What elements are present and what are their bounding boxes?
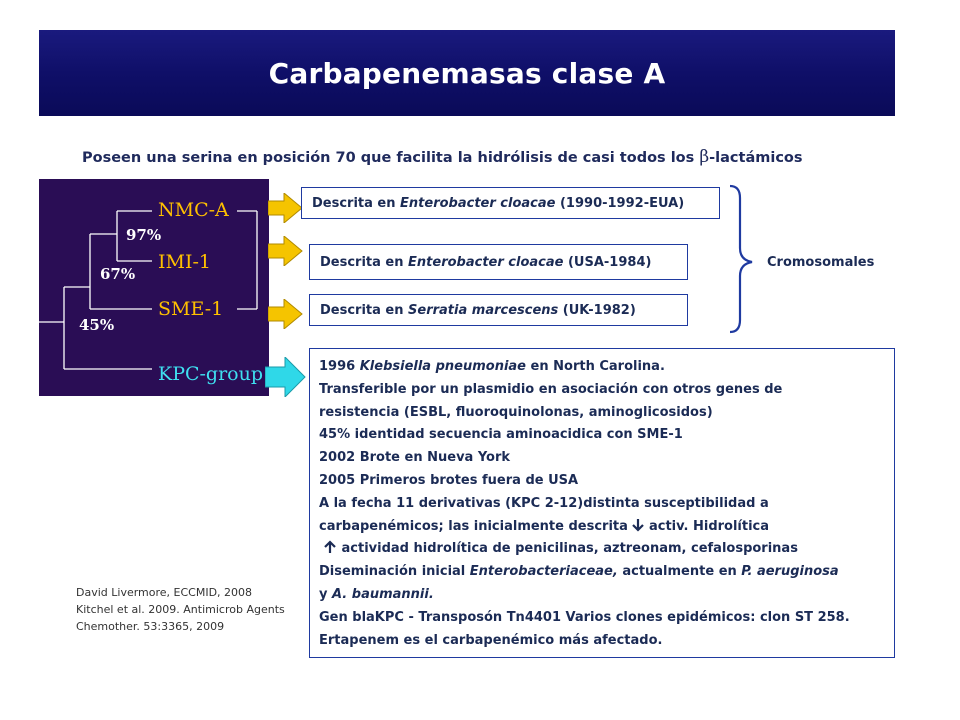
subtitle-text: Poseen una serina en posición 70 que facilita la hidrólisis de casi todos los: [82, 150, 700, 166]
tree-label-imi-1: IMI-1: [158, 251, 211, 273]
tree-label-nmc-a: NMC-A: [158, 199, 229, 221]
curly-brace-icon: [724, 184, 760, 334]
reference-line: Chemother. 53:3365, 2009: [76, 620, 225, 633]
kpc-line: 2005 Primeros brotes fuera de USA: [319, 472, 579, 488]
kpc-organism: Klebsiella pneumoniae: [359, 359, 527, 374]
arrow-down-icon: [632, 518, 644, 532]
kpc-line: Transferible por un plasmidio en asociación con otros genes de: [319, 381, 783, 397]
arrow-right-icon: [268, 299, 304, 329]
kpc-line: [319, 561, 885, 584]
kpc-line: 45% identidad secuencia aminoacidica con SME-1: [319, 427, 683, 443]
kpc-organism: Enterobacteriaceae,: [469, 564, 618, 580]
kpc-line: resistencia (ESBL, fluoroquinolonas, aminoglicosidos): [319, 404, 713, 420]
kpc-line: 2002 Brote en Nueva York: [319, 450, 511, 466]
arrow-right-icon: [268, 236, 304, 266]
references: [76, 584, 285, 635]
arrow-right-icon: [268, 193, 304, 223]
kpc-line: A la fecha 11 derivativas (KPC 2-12)distinta susceptibilidad a: [319, 495, 769, 511]
percent-67: 67%: [100, 265, 136, 283]
box-suffix: (UK-1982): [558, 303, 636, 318]
beta-symbol: β: [699, 147, 710, 167]
box-prefix: Descrita en: [320, 303, 409, 318]
box-prefix: Descrita en: [312, 196, 401, 211]
cromosomales-label: Cromosomales: [767, 255, 875, 270]
tree-label-kpc-group: KPC-group: [158, 363, 264, 385]
phylogenetic-tree: [39, 179, 269, 396]
kpc-text: en North Carolina.: [526, 359, 665, 374]
kpc-text: actualmente en: [617, 564, 742, 580]
page-title: Carbapenemasas clase A: [268, 56, 666, 90]
kpc-text: activ. Hidrolítica: [644, 518, 770, 534]
box-organism: Enterobacter cloacae: [400, 196, 556, 211]
percent-97: 97%: [126, 226, 162, 244]
arrow-right-icon: [265, 357, 307, 397]
kpc-line: [319, 356, 885, 379]
reference-line: Kitchel et al. 2009. Antimicrob Agents: [76, 603, 285, 616]
subtitle-suffix: -lactámicos: [709, 150, 803, 166]
kpc-text: Diseminación inicial: [319, 564, 470, 580]
description-box-nmc-a: [301, 187, 720, 219]
kpc-line: [319, 584, 885, 607]
kpc-line: [319, 538, 885, 561]
description-box-imi-1: [309, 244, 688, 280]
box-organism: Enterobacter cloacae: [408, 255, 564, 270]
kpc-text: 1996: [319, 359, 360, 374]
percent-45: 45%: [79, 316, 115, 334]
kpc-organism: P. aeruginosa: [741, 564, 839, 580]
box-organism: Serratia marcescens: [408, 303, 559, 318]
kpc-line: Ertapenem es el carbapenémico más afectado.: [319, 632, 663, 648]
kpc-text: actividad hidrolítica de penicilinas, aztreonam, cefalosporinas: [337, 541, 798, 557]
kpc-line: [319, 516, 885, 539]
subtitle: [82, 147, 803, 167]
box-suffix: (1990-1992-EUA): [555, 196, 685, 211]
kpc-organism: A. baumannii.: [332, 586, 434, 602]
arrow-up-icon: [323, 540, 337, 554]
box-prefix: Descrita en: [320, 255, 409, 270]
box-suffix: (USA-1984): [563, 255, 652, 270]
reference-line: David Livermore, ECCMID, 2008: [76, 586, 253, 599]
title-banner: [39, 30, 895, 116]
kpc-text: carbapenémicos; las inicialmente descrita: [319, 518, 633, 534]
kpc-line: Gen blaKPC - Transposón Tn4401 Varios clones epidémicos: clon ST 258.: [319, 609, 850, 625]
kpc-info-box: [309, 348, 895, 658]
description-box-sme-1: [309, 294, 688, 326]
tree-label-sme-1: SME-1: [158, 298, 224, 320]
kpc-text: y: [319, 586, 332, 602]
